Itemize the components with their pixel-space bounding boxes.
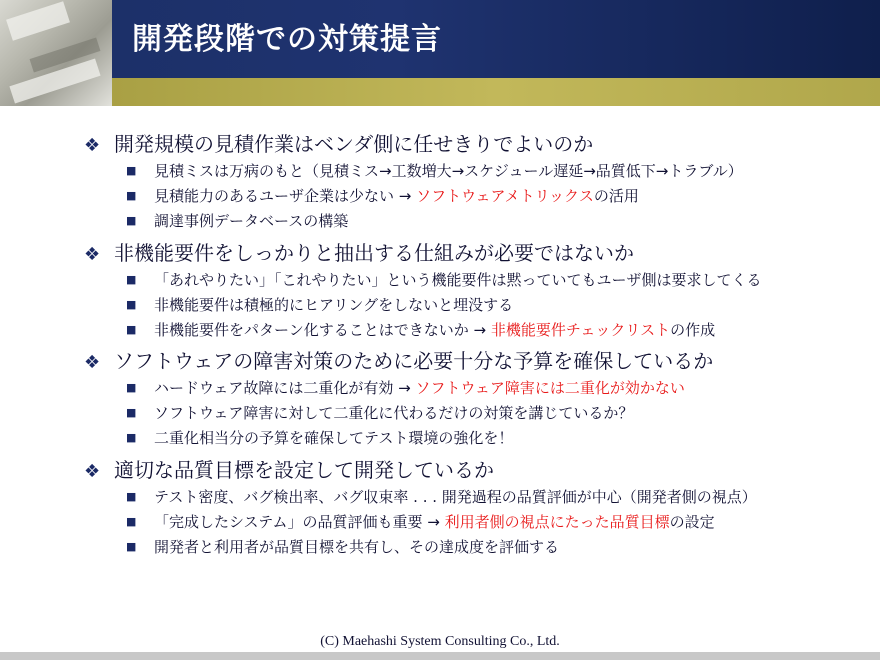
diamond-bullet-icon: ❖	[84, 244, 101, 265]
highlight-text: ソフトウェア障害には二重化が効かない	[415, 379, 685, 397]
highlight-text: ソフトウェアメトリックス	[416, 187, 594, 205]
list-item	[126, 511, 715, 533]
section-heading-text: 非機能要件をしっかりと抽出する仕組みが必要ではないか	[114, 241, 634, 265]
list-item	[126, 185, 639, 207]
accent-band	[112, 78, 880, 106]
list-item-text: 見積能力のあるユーザ企業は少ない →	[154, 187, 412, 205]
list-item-text: テスト密度、バグ検出率、バグ収束率 . . . 開発過程の品質評価が中心（開発者側の視点）	[154, 488, 757, 506]
square-bullet-icon: ■	[126, 431, 137, 444]
list-item	[126, 210, 348, 232]
square-bullet-icon: ■	[126, 381, 137, 394]
square-bullet-icon: ■	[126, 323, 137, 336]
list-item-text: 調達事例データベースの構築	[154, 212, 349, 230]
list-item-text: ソフトウェア障害に対して二重化に代わるだけの対策を講じているか？	[154, 404, 634, 422]
list-item-text: 非機能要件は積極的にヒアリングをしないと埋没する	[154, 296, 514, 314]
square-bullet-icon: ■	[126, 406, 137, 419]
square-bullet-icon: ■	[126, 490, 137, 503]
section-heading	[84, 240, 634, 266]
square-bullet-icon: ■	[126, 540, 137, 553]
square-bullet-icon: ■	[126, 273, 137, 286]
copyright-footer: (C) Maehashi System Consulting Co., Ltd.	[320, 634, 560, 649]
list-item-tail: の設定	[669, 513, 715, 531]
list-item-text: 非機能要件をパターン化することはできないか →	[154, 321, 487, 339]
slide-title: 開発段階での対策提言	[132, 22, 442, 57]
section-heading	[84, 348, 713, 374]
list-item	[126, 294, 513, 316]
list-item	[126, 160, 743, 182]
highlight-text: 非機能要件チェックリスト	[490, 321, 671, 339]
section-heading-text: 開発規模の見積作業はベンダ側に任せきりでよいのか	[114, 132, 594, 156]
header-photo	[0, 0, 112, 106]
list-item-text: 二重化相当分の予算を確保してテスト環境の強化を！	[154, 429, 514, 447]
list-item-tail: の活用	[593, 187, 639, 205]
list-item-text: 開発者と利用者が品質目標を共有し、その達成度を評価する	[154, 538, 560, 556]
list-item	[126, 269, 762, 291]
footer-bar	[0, 652, 880, 660]
section-heading-text: 適切な品質目標を設定して開発しているか	[114, 458, 494, 482]
square-bullet-icon: ■	[126, 515, 137, 528]
list-item	[126, 536, 559, 558]
list-item-tail: の作成	[670, 321, 716, 339]
list-item	[126, 427, 513, 449]
list-item-text: 見積ミスは万病のもと（見積ミス→工数増大→スケジュール遅延→品質低下→トラブル）	[154, 162, 743, 180]
square-bullet-icon: ■	[126, 214, 137, 227]
diamond-bullet-icon: ❖	[84, 461, 101, 482]
square-bullet-icon: ■	[126, 298, 137, 311]
diamond-bullet-icon: ❖	[84, 135, 101, 156]
section-heading	[84, 457, 494, 483]
list-item	[126, 486, 757, 508]
list-item-text: 「あれやりたい」「これやりたい」という機能要件は黙っていてもユーザ側は要求してくる	[154, 271, 762, 289]
square-bullet-icon: ■	[126, 189, 137, 202]
section-heading-text: ソフトウェアの障害対策のために必要十分な予算を確保しているか	[114, 349, 714, 373]
list-item	[126, 319, 715, 341]
square-bullet-icon: ■	[126, 164, 137, 177]
diamond-bullet-icon: ❖	[84, 352, 101, 373]
list-item	[126, 377, 685, 399]
highlight-text: 利用者側の視点にたった品質目標	[444, 513, 670, 531]
list-item-text: 「完成したシステム」の品質評価も重要 →	[154, 513, 440, 531]
section-heading	[84, 131, 593, 157]
list-item-text: ハードウェア故障には二重化が有効 →	[154, 379, 411, 397]
list-item	[126, 402, 633, 424]
